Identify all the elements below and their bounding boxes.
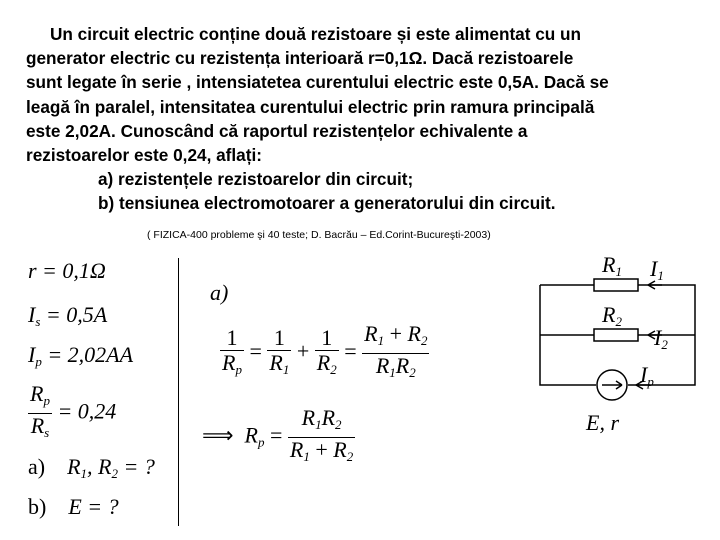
problem-line-6: rezistoarelor este 0,24, aflați:	[26, 145, 262, 166]
problem-line-5: este 2,02A. Cunoscând că raportul rezistențelor echivalente a	[26, 120, 528, 141]
problem-line-1: Un circuit electric conține două rezistoare și este alimentat cu un	[50, 24, 582, 44]
problem-line-3: sunt legate în serie , intensiatetea curentului electric este 0,5A. Dacă se	[26, 72, 609, 93]
label-r1: R1	[602, 252, 622, 279]
parallel-formula: $\frac{1}{R_p}$ = $\frac{1}{R_1}$ + $\frac{1}{R_2}$ = $\frac{R_1 + R_2}{R_1R_2}$	[222, 321, 428, 380]
question-a: a) rezistențele rezistoarelor din circuit;	[98, 169, 414, 190]
label-r2: R2	[602, 302, 622, 329]
implies-arrow: ⟹	[202, 422, 234, 448]
vertical-divider	[178, 258, 179, 526]
rp-formula: ⟹ $R_p$ = $\frac{R_1R_2}{R_1 + R_2}$	[202, 405, 354, 464]
given-r: r = 0,1Ω	[28, 258, 106, 283]
given-ip: $I_p = 2,02AA$	[28, 342, 134, 369]
question-b: b) tensiunea electromotoarer a generatorului din circuit.	[98, 193, 556, 214]
given-ratio: $\frac{R_p}{R_s}$ = 0,24	[28, 382, 116, 445]
problem-line-4: leagă în paralel, intensitatea curentului electric prin ramura principală	[26, 96, 595, 117]
resistor-r2	[594, 329, 638, 341]
given-question-b: b) E = ?	[28, 494, 119, 519]
given-is: $I_s = 0,5A$	[28, 302, 108, 329]
label-ip: Ip	[640, 362, 654, 389]
given-question-a: a) $R_1$, $R_2$ = ?	[28, 454, 155, 481]
label-i2: I2	[654, 325, 668, 352]
resistor-r1	[594, 279, 638, 291]
circuit-diagram	[510, 250, 710, 440]
problem-statement	[26, 22, 716, 216]
label-i1: I1	[650, 256, 664, 283]
label-generator: E, r	[586, 410, 619, 435]
problem-line-2: generator electric cu rezistența interioară r=0,1Ω. Dacă rezistoarele	[26, 48, 574, 69]
source-citation: ( FIZICA-400 probleme şi 40 teste; D. Bacrău – Ed.Corint-Bucureşti-2003)	[147, 229, 491, 241]
ratio-fraction: $\frac{R_p}{R_s}$	[30, 381, 50, 440]
work-label-a: a)	[210, 280, 229, 305]
